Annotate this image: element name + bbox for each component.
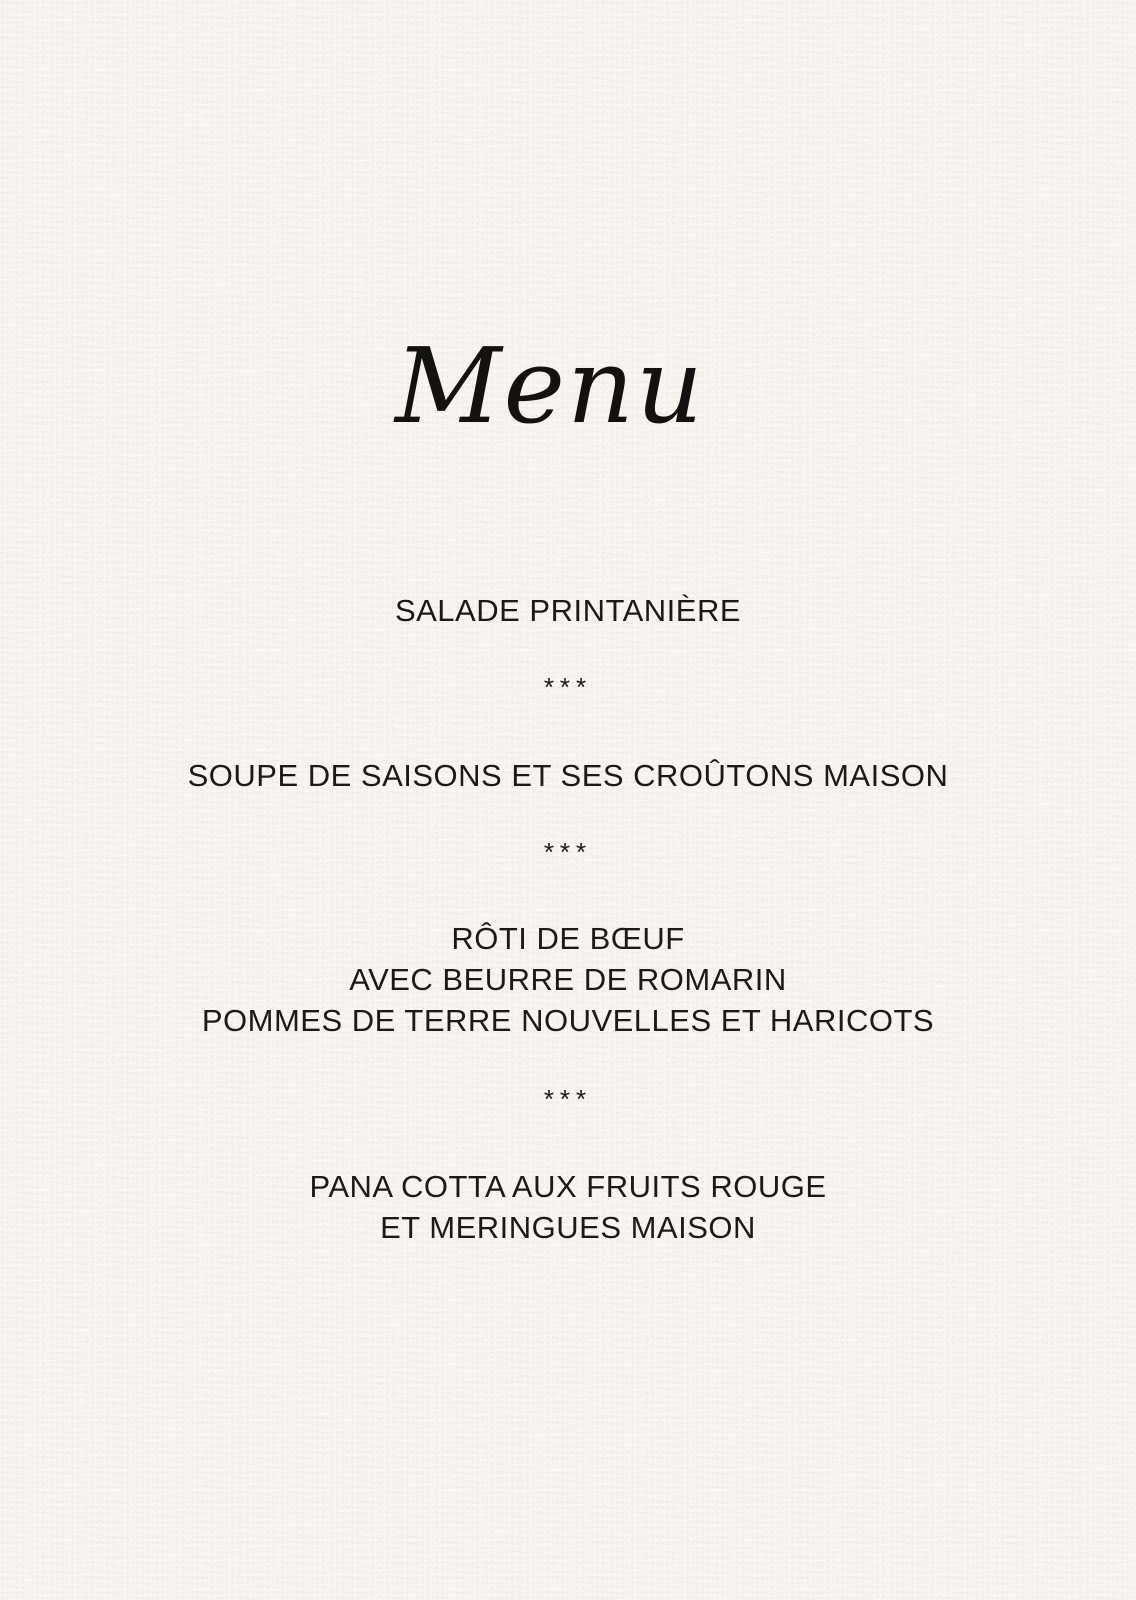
course-separator: *** — [543, 1084, 593, 1114]
course-main — [0, 918, 1136, 1041]
course-dessert — [0, 1166, 1136, 1248]
course-line: POMMES DE TERRE NOUVELLES ET HARICOTS — [201, 1003, 935, 1038]
course-line: RÔTI DE BŒUF — [451, 921, 685, 956]
course-line: SALADE PRINTANIÈRE — [394, 593, 742, 628]
course-separator: *** — [543, 672, 593, 702]
menu-title: Menu — [395, 325, 705, 447]
course-separator: *** — [543, 837, 593, 867]
course-line: PANA COTTA AUX FRUITS ROUGE — [309, 1169, 827, 1204]
course-line: ET MERINGUES MAISON — [380, 1210, 756, 1245]
course-soup — [0, 755, 1136, 796]
course-line: SOUPE DE SAISONS ET SES CROÛTONS MAISON — [187, 758, 949, 793]
course-starter — [0, 590, 1136, 631]
course-line: AVEC BEURRE DE ROMARIN — [349, 962, 787, 997]
